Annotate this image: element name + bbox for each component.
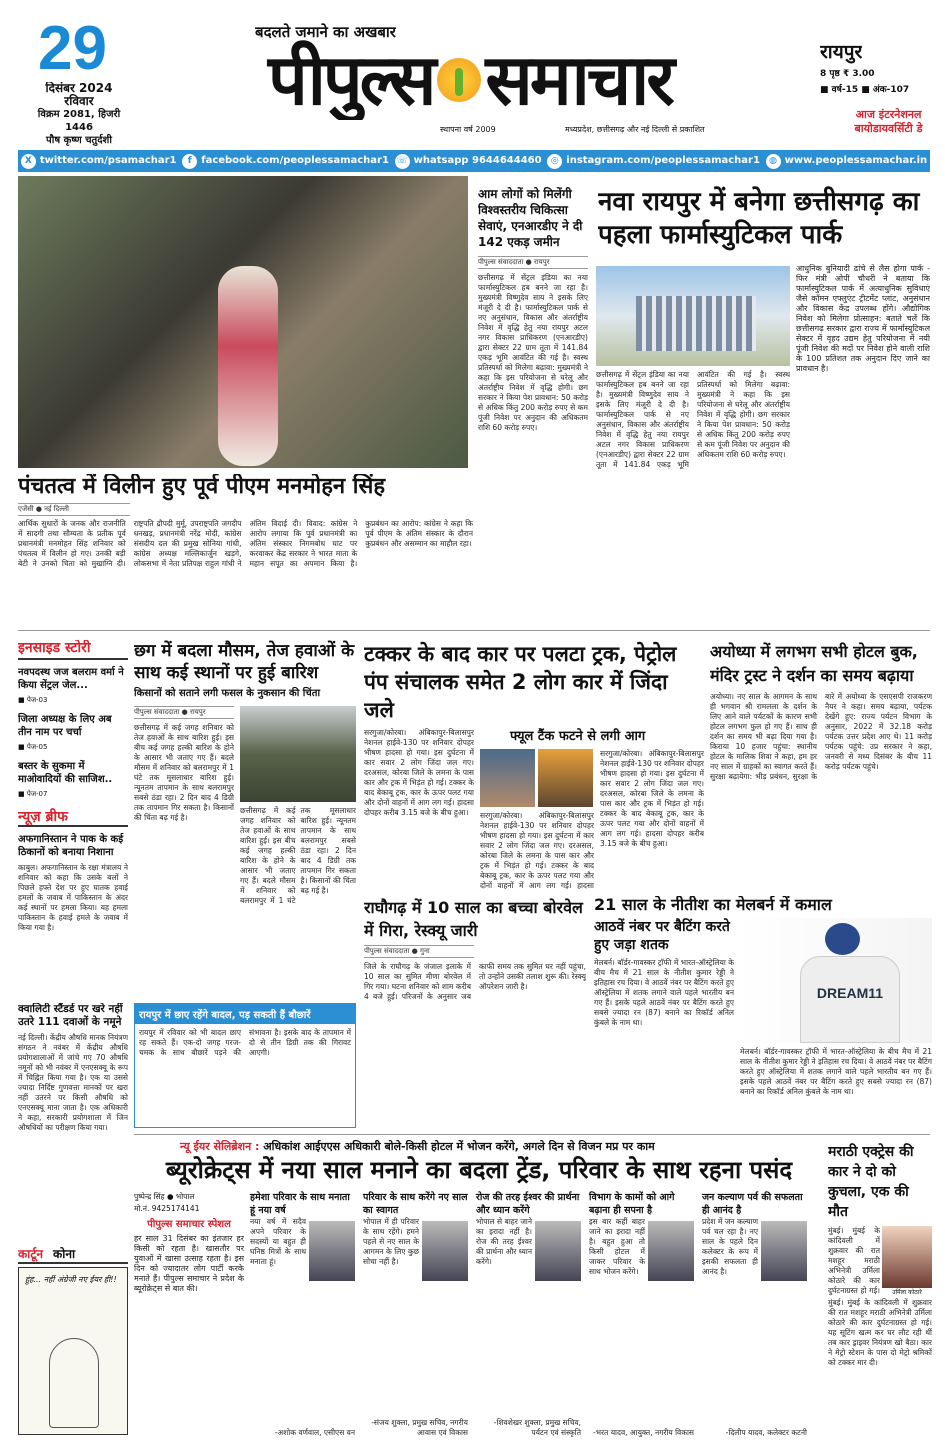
raghogarh-body: जिले के राघौगढ़ के जंजाल इलाके में 10 साल का सुमित मीणा बोरवेल में गिर गया। घटना शनिवार को शाम करीब 4 बजे हुई। परिजनों के अनुसार जब काफी समय तक सुमित घर नहीं पहुंचा, तो उन्होंने उसकी तलाश शुरू की। रेस्क्यू ऑपरेशन जारी है।	[364, 962, 586, 1001]
inside-item[interactable]: नवपदस्थ जज बलराम वर्मा ने किया सेंट्रल जेल... ■ पेज-03	[18, 667, 124, 705]
accident-body-3: सरगुजा/कोरबा। अंबिकापुर-बिलासपुर नेशनल हाईवे-130 पर शनिवार दोपहर भीषण हादसा हो गया। इस दुर्घटना में कार सवार 2 लोग जिंदा जल गए। दरअसल, कोरबा जिले के लमना के पास कार और ट्रक में भिड़ंत हो गई। टक्कर के बाद बेकाबू ट्रक, कार के ऊपर पलट गया और दोनों वाहनों में आग लग गई। हादसा दोपहर करीब 3.15 बजे के बीच हुआ।	[600, 749, 704, 848]
quality-body: नई दिल्ली। केंद्रीय औषधि मानक नियंत्रण संगठन ने नवंबर में केंद्रीय औषधि प्रयोगशालाओं में जांचे गए 70 औषधि नमूनों को भी नवंबर में एनएसक्यू के रूप में चिह्नित किया गया है। एक या उससे ज्यादा निर्दिष्ट गुणवत्ता मानकों पर खरा नहीं उतरने पर किसी औषधि को एनएसक्यू माना जाता है। एक अधिकारी ने कहा, सरकारी प्रयोगशाला में जिन औषधियों का परीक्षण किया गया।	[18, 1033, 128, 1132]
weather-headline: छग में बदला मौसम, तेज हवाओं के साथ कई स्थानों पर हुई बारिश	[134, 641, 355, 683]
accident-headline: टक्कर के बाद कार पर पलटा ट्रक, पेट्रोल पंप संचालक समेत 2 लोग कार में जिंदा जले	[364, 642, 677, 722]
pharma-body-col2: छत्तीसगढ़ में सेंट्रल इंडिया का नया फार्मास्युटिकल हब बनने जा रहा है। मुख्यमंत्री विष्णुदेव साय ने इसके लिए मंजूरी दे दी है। फार्मास्युटिकल पार्क से नए अनुसंधान, विकास और अंतर्राष्ट्रीय निवेश में वृद्धि हेतु नया रायपुर अटल नगर विकास प्राधिकरण (एनआरडीए) द्वारा सेक्टर 22 ग्राम तूता में 141.84 एकड़ भूमि आवंटित की गई है। स्वस्थ प्रतिस्पर्धा को मिलेगा बढ़ावा: मुख्यमंत्री ने कहा कि इस परियोजना से घरेलू और अंतर्राष्ट्रीय निवेश में वृद्धि होगी। छग सरकार ने किया पेश प्रावधान: 50 करोड़ से अधिक किंतु 200 करोड़ रुपए से कम पूंजी निवेश पर अनुदान की अधिकतम राशि 60 करोड़ रुपए।	[596, 370, 790, 469]
social-label: www.peoplessamachar.in	[784, 154, 928, 166]
social-label: facebook.com/peoplessamachar1	[201, 154, 389, 166]
ayodhya-body: अयोध्या। नए साल के आगमन के साथ ही भगवान श्री रामलला के दर्शन के लिए आने वाले पर्यटकों के कारण सभी होटल लगभग फुल हो गए हैं। साथ ही दर्शन का समय भी बढ़ा दिया गया है। किराया 10 हजार पहुंचा: स्थानीय होटल के मालिक शिवा ने कहा, हम हर नए साल में ग्राहकों का स्वागत करते हैं। सुरक्षा बढ़ायेगा: भीड़ प्रबंधन, सुरक्षा के बारे में अयोध्या के एसएसपी राजकरण नैयर ने कहा। समय बढ़ाया, पर्यटक देखेंगे हुए: राज्य पर्यटन विभाग के अनुसार, 2022 में 32.18 करोड़ पर्यटक उत्तर प्रदेश आए थे। 11 करोड़ पर्यटक पहुंचे: उप्र सरकार ने कहा, जनवरी से मध्य दिसंबर के बीच 11 करोड़ पर्यटक पहुंचे।	[710, 692, 932, 781]
accident-body-2: सरगुजा/कोरबा। अंबिकापुर-बिलासपुर नेशनल हाईवे-130 पर शनिवार दोपहर भीषण हादसा हो गया। इस दुर्घटना में कार सवार 2 लोग जिंदा जल गए। दरअसल, कोरबा जिले के लमना के पास कार और ट्रक में भिड़ंत हो गई। टक्कर के बाद बेकाबू ट्रक, कार के ऊपर पलट गया और दोनों वाहनों में आग लग गई। हादसा	[480, 811, 594, 890]
brief-title: न्यूज़ ब्रीफ	[18, 809, 128, 827]
nitish-headline: 21 साल के नीतीश का मेलबर्न में कमाल	[594, 896, 832, 914]
whatsapp-icon: ☏	[395, 154, 410, 169]
actress-photo	[882, 1226, 932, 1288]
newspaper-logo	[160, 40, 780, 120]
byline: पीपुल्स संवाददाता ● रायपुर	[134, 706, 234, 719]
cartoon-corner	[18, 1245, 128, 1435]
byline: पीपुल्स संवाददाता ● रायपुर	[478, 256, 588, 269]
actress-caption: उर्मिला कोठारे	[892, 1289, 922, 1296]
social-facebook[interactable]	[182, 154, 389, 169]
nitish-body-2: मेलबर्न। बॉर्डर-गावस्कर ट्रॉफी में भारत-ऑस्ट्रेलिया के बीच मैच में 21 साल के नीतीश कुमार रेड्डी ने इतिहास रच दिया। वे आठवें नंबर पर बैटिंग करते हुए ऑस्ट्रेलिया में शतक लगाने वाले पहले भारतीय बन गए हैं। इसके पहले आठवें नंबर पर बैटिंग करते हुए सबसे ज्यादा रन (87) बनाने का रिकॉर्ड अनिल कुंबले के नाम था।	[740, 1047, 932, 1097]
weather-box-body: रायपुर में रविवार को भी बादल छाए रह सकते हैं। एक-दो जगह गरज-चमक के साथ बौछारें पड़ने की संभावना है। इसके बाद के तापमान में दो से तीन डिग्री तक की गिरावट आएगी।	[139, 1028, 351, 1057]
social-instagram[interactable]	[547, 154, 760, 169]
cartoon-title: कार्टून	[18, 1247, 44, 1261]
bureaucrats-kicker: न्यू ईयर सेलिब्रेशन : अधिकांश आईएएस अधिकारी बोले-किसी होटल में भोजन करेंगे, अगले दिन से विजन मप्र पर काम	[180, 1140, 655, 1153]
raghogarh-story	[364, 896, 586, 1130]
x-icon: X	[21, 154, 36, 169]
published-from: मध्यप्रदेश, छत्तीसगढ़ और नई दिल्ली से प्रकाशित	[565, 125, 705, 134]
accident-story	[364, 640, 704, 890]
logo-left: पीपुल्स	[268, 40, 434, 120]
edition-city: रायपुर	[820, 41, 863, 63]
reporter-info: पुष्पेन्द्र सिंह ● भोपाल मो.नं. 9425174141	[134, 1191, 200, 1213]
cartoon-image	[18, 1267, 128, 1435]
ayodhya-headline: अयोध्या में लगभग सभी होटल बुक, मंदिर ट्रस्ट ने दर्शन का समय बढ़ाया	[710, 642, 918, 685]
nitish-story	[594, 896, 932, 1130]
bureaucrats-columns	[250, 1191, 824, 1438]
actress-body: मुंबई। मुंबई के कांदिवली में शुक्रवार की रात मशहूर मराठी अभिनेत्री उर्मिला कोठारे की कार दुर्घटनाग्रस्त हो गई।	[828, 1226, 880, 1295]
officer-quote: परिवार के साथ करेंगे नए साल का स्वागत भोपाल में ही परिवार के साथ रहेंगे। हमने पहले से नए साल के आगमन के लिए कुछ सोचा नहीं है। -संजय शुक्ला, प्रमुख सचिव, नगरीय आवास एवं विकास	[363, 1191, 468, 1437]
samvat: विक्रम 2081, हिजरी 1446	[37, 109, 121, 133]
officer-quote: जन कल्याण पर्व की सफलता ही आनंद है प्रदेश में जन कल्याण पर्व चल रहा है। नए साल के पहले दिन कलेक्टर के रूप में इसकी सफलता ही आनंद है। -दिलीप यादव, कलेक्टर कटनी	[702, 1191, 807, 1437]
facebook-icon: f	[182, 154, 197, 169]
pharma-headline: नवा रायपुर में बनेगा छत्तीसगढ़ का पहला फार्मास्युटिकल पार्क	[598, 187, 920, 250]
globe-icon: ◍	[766, 154, 781, 169]
social-bar	[18, 150, 930, 172]
weather-body: छत्तीसगढ़ में कई जगह शनिवार को तेज हवाओं के साथ बारिश हुई। इस बीच कई जगह हल्की बारिश के होने के आसार भी जताए गए हैं। बदले मौसम में शनिवार को बलरामपुर में 1 घंटे तक मूसलाधार बारिश हुई। न्यूनतम तापमान के साथ बलरामपुर सबसे ठंडा रहा। 2 दिन बाद 4 डिग्री तक तापमान गिर सकता है। किसानों की चिंता बढ़ गई है।	[134, 723, 234, 822]
quality-headline: क्वालिटी स्टैंडर्ड पर खरे नहीं उतरे 111 दवाओं के नमूने	[18, 1003, 123, 1028]
ayodhya-story	[710, 640, 932, 888]
brief-body: काबुल। अफगानिस्तान के रक्षा मंत्रालय ने शनिवार को कहा कि उसके बलों ने पिछले हफ्ते देश पर हुए घातक हवाई हमलों के जवाब में पाकिस्तान के अंदर कई स्थानों पर हमला किया। यह हमला पाकिस्तान के हवाई हमले के जवाब में किया गया है।	[18, 863, 128, 933]
officer-quote: रोज की तरह ईश्वर की प्रार्थना और ध्यान करेंगे भोपाल से बाहर जाने का इरादा नहीं है। रोज की तरह ईश्वर की प्रार्थना और ध्यान करेंगे। -शिवशेखर शुक्ला, प्रमुख सचिव, पर्यटन एवं संस्कृति	[476, 1191, 581, 1437]
logo-right: समाचार	[485, 40, 672, 120]
pen-nib-logo-icon	[437, 58, 481, 102]
social-twitter[interactable]	[21, 154, 177, 169]
speech-bubble: हुंह... नहीं अंग्रेजी नए ईयर ही!!	[25, 1275, 117, 1284]
inside-title: इनसाइड स्टोरी	[18, 640, 128, 660]
accident-body: सरगुजा/कोरबा। अंबिकापुर-बिलासपुर नेशनल हाईवे-130 पर शनिवार दोपहर भीषण हादसा हो गया। इस दुर्घटना में कार सवार 2 लोग जिंदा जल गए। दरअसल, कोरबा जिले के लमना के पास कार और ट्रक में भिड़ंत हो गई। टक्कर के बाद बेकाबू ट्रक, कार के ऊपर पलट गया और दोनों वाहनों में आग लग गई। हादसा दोपहर करीब 3.15 बजे के बीच हुआ।	[364, 728, 474, 817]
pharma-body-col1: छत्तीसगढ़ में सेंट्रल इंडिया का नया फार्मास्युटिकल हब बनने जा रहा है। मुख्यमंत्री विष्णुदेव साय ने इसके लिए मंजूरी दे दी है। फार्मास्युटिकल पार्क से नए अनुसंधान, विकास और अंतर्राष्ट्रीय निवेश में वृद्धि हेतु नया रायपुर अटल नगर विकास प्राधिकरण (एनआरडीए) द्वारा सेक्टर 22 ग्राम तूता में 141.84 एकड़ भूमि आवंटित की गई है। स्वस्थ प्रतिस्पर्धा को मिलेगा बढ़ावा: मुख्यमंत्री ने कहा कि इस परियोजना से घरेलू और अंतर्राष्ट्रीय निवेश में वृद्धि होगी। छग सरकार ने किया पेश प्रावधान: 50 करोड़ से अधिक किंतु 200 करोड़ रुपए से कम पूंजी निवेश पर अनुदान की अधिकतम राशि 60 करोड़ रुपए।	[478, 273, 588, 432]
social-label: twitter.com/psamachar1	[39, 154, 177, 166]
officer-photo	[648, 1221, 694, 1281]
social-label: instagram.com/peoplessamachar1	[566, 154, 760, 166]
weekday: रविवार	[64, 94, 94, 108]
nitish-subhead: आठवें नंबर पर बैटिंग करते हुए जड़ा शतक	[594, 919, 730, 954]
date-info	[24, 82, 134, 147]
cricketer-photo	[740, 918, 932, 1043]
brief-headline: अफगानिस्तान ने पाक के कई ठिकानों को बनाया निशाना	[18, 834, 124, 859]
actress-story	[828, 1142, 932, 1438]
inside-item[interactable]: बस्तर के सुकमा में माओवादियों की साजिश.. ■ पेज-07	[18, 761, 113, 799]
bureaucrats-headline: ब्यूरोक्रेट्स में नया साल मनाने का बदला ट्रेंड, परिवार के साथ रहना पसंद	[165, 1156, 793, 1184]
officer-quote: हमेशा परिवार के साथ मनाता हूं नया वर्ष नया वर्ष में सदैव अपने परिवार के सदस्यों या बहुत ही घनिष्ठ मित्रों के साथ मनाता हूं। -अशोक वर्णवाल, एसीएस वन	[250, 1191, 355, 1437]
officer-photo	[309, 1221, 355, 1281]
special-day: आज इंटरनेशनल बायोडायवर्सिटी डे	[854, 108, 923, 135]
inside-item[interactable]: जिला अध्यक्ष के लिए अब तीन नाम पर चर्चा ■ पेज-05	[18, 714, 112, 752]
rain-photo	[240, 706, 356, 802]
tagline: बदलते जमाने का अखबार	[255, 23, 396, 41]
social-whatsapp[interactable]	[395, 154, 542, 169]
weather-body-2: छत्तीसगढ़ में कई जगह शनिवार को तेज हवाओं के साथ बारिश हुई। इस बीच कई जगह हल्की बारिश के होने के आसार भी जताए गए हैं। बदले मौसम में शनिवार को बलरामपुर में 1 घंटे तक मूसलाधार बारिश हुई। न्यूनतम तापमान के साथ बलरामपुर सबसे ठंडा रहा। 2 दिन बाद 4 डिग्री तक तापमान गिर सकता है। किसानों की चिंता बढ़ गई है।	[240, 806, 356, 905]
jersey-sponsor: DREAM11	[800, 956, 900, 1043]
tithi: पौष कृष्ण चतुर्दशी	[46, 135, 112, 146]
lead-story	[18, 474, 473, 628]
pharma-building-photo	[596, 266, 790, 366]
officer-quote: विभाग के कामों को आगे बढ़ाना ही सपना है इस बार कहीं बाहर जाने का इरादा नहीं है। बहुत हुआ तो किसी होटल में जाकर परिवार के साथ भोजन करेंगे। -भरत यादव, आयुक्त, नगरीय विकास	[589, 1191, 694, 1437]
flower-carriage	[218, 266, 278, 466]
weather-story	[134, 640, 356, 998]
officer-photo	[535, 1221, 581, 1281]
special-label: पीपुल्स समाचार स्पेशल	[147, 1218, 231, 1230]
pharma-teaser: आम लोगों को मिलेंगी विश्वस्तरीय चिकित्सा सेवाएं, एनआरडीए ने दी 142 एकड़ जमीन	[478, 187, 583, 249]
lead-headline: पंचतत्व में विलीन हुए पूर्व पीएम मनमोहन सिंह	[18, 474, 386, 499]
victim-photo-1	[480, 749, 535, 807]
social-label: whatsapp 9644644460	[413, 154, 542, 166]
pages-price: 8 पृष्ठ ₹ 3.00	[820, 69, 875, 79]
date-month: दिसंबर 2024	[45, 82, 113, 95]
weather-box-title: रायपुर में छाए रहेंगे बादल, पड़ सकती हैं बौछारें	[135, 1004, 355, 1024]
raghogarh-headline: राघौगढ़ में 10 साल का बच्चा बोरवेल में गिरा, रेस्क्यू जारी	[364, 898, 583, 940]
accident-subhead: फ्यूल टैंक फटने से लगी आग	[510, 729, 646, 744]
established: स्थापना वर्ष 2009	[440, 125, 496, 134]
actress-headline: मराठी एक्ट्रेस की कार ने दो को कुचला, एक की मौत	[828, 1144, 914, 1220]
bureaucrats-intro: हर साल 31 दिसंबर का इंतजार हर किसी को रहता है। खासतौर पर युवाओं में खासा उत्साह रहता है। इस दिन को ज्यादातर लोग पार्टी करके मनाते हैं। पीपुल्स समाचार ने प्रदेश के ब्यूरोक्रेट्स से बात की।	[134, 1234, 244, 1294]
lead-body: आर्थिक सुधारों के जनक और राजनीति में सादगी तथा सौम्यता के प्रतीक पूर्व प्रधानमंत्री मनमोहन सिंह शनिवार को पंचतत्व में विलीन हो गए। उनकी बड़ी बेटी ने उनको चिता को मुखाग्नि दी। राष्ट्रपति द्रौपदी मुर्मू, उपराष्ट्रपति जगदीप धनखड़, प्रधानमंत्री नरेंद्र मोदी, कांग्रेस संसदीय दल की प्रमुख सोनिया गांधी, कांग्रेस अध्यक्ष मल्लिकार्जुन खड़गे, लोकसभा में नेता प्रतिपक्ष राहुल गांधी ने अंतिम विदाई दी। विवाद: कांग्रेस ने आरोप लगाया कि पूर्व प्रधानमंत्री का अंतिम संस्कार निगमबोध घाट पर करवाकर केंद्र सरकार ने भारत माता के महान सपूत का अपमान किया है। कुप्रबंधन का आरोप: कांग्रेस ने कहा कि पूर्व पीएम के अंतिम संस्कार के दौरान कुप्रबंधन और असम्मान का माहौल रहा।	[18, 519, 473, 569]
inside-story	[18, 640, 128, 996]
officer-photo	[761, 1221, 807, 1281]
cartoon-corner-label: कोना	[53, 1247, 76, 1261]
weather-box	[134, 1003, 356, 1128]
weather-subhead: किसानों को सताने लगी फसल के नुकसान की चिंता	[134, 688, 321, 699]
actress-body-2: मुंबई। मुंबई के कांदिवली में शुक्रवार की रात मशहूर मराठी अभिनेत्री उर्मिला कोठारे की कार दुर्घटनाग्रस्त हो गई। यह सूटिंग खत्म कर घर लौट रही थीं तब कार ड्राइवर नियंत्रण खो बैठा। कार ने मेट्रो स्टेशन के पास दो मेट्रो श्रमिकों को टक्कर मार दी।	[828, 1298, 932, 1367]
bureaucrats-story	[134, 1140, 824, 1438]
byline: पीपुल्स संवाददाता ● गुना	[364, 945, 474, 958]
pharma-left-column	[478, 186, 588, 624]
byline: एजेंसी ● नई दिल्ली	[18, 503, 130, 516]
pharma-side: आधुनिक बुनियादी ढांचे से लैस होगा पार्क - फिर मंत्री ओपी चौधरी ने बताया कि फार्मास्युटिकल पार्क में अत्याधुनिक सुविधाएं जैसे कॉमन एफ्लुएंट ट्रीटमेंट प्लांट, अनुसंधान और विकास केंद्र उपलब्ध होंगे। औद्योगिक निवेश को मिलेगा प्रोत्साहन: बताते चलें कि छत्तीसगढ़ सरकार द्वारा राज्य में फार्मास्युटिकल सेक्टर में वृहद उद्यम हेतु परियोजना में नयी पूंजी निवेश की मदों पर निवेश होने वाली राशि के 100 प्रतिशत तक अनुदान दिए जाने का प्रावधान है।	[796, 264, 930, 373]
funeral-photo	[18, 176, 468, 468]
price-info	[820, 66, 909, 98]
instagram-icon: ◎	[547, 154, 562, 169]
social-website[interactable]	[766, 154, 928, 169]
quality-story	[18, 1003, 128, 1239]
nitish-body: मेलबर्न। बॉर्डर-गावस्कर ट्रॉफी में भारत-ऑस्ट्रेलिया के बीच मैच में 21 साल के नीतीश कुमार रेड्डी ने इतिहास रच दिया। वे आठवें नंबर पर बैटिंग करते हुए ऑस्ट्रेलिया में शतक लगाने वाले पहले भारतीय बन गए हैं। इसके पहले आठवें नंबर पर बैटिंग करते हुए सबसे ज्यादा रन (87) बनाने का रिकॉर्ड अनिल कुंबले के नाम था।	[594, 958, 734, 1028]
officer-photo	[422, 1221, 468, 1281]
year-issue: ■ वर्ष-15 ■ अंक-107	[820, 85, 910, 95]
date-day: 29	[38, 18, 107, 80]
victim-photo-2	[538, 749, 593, 807]
